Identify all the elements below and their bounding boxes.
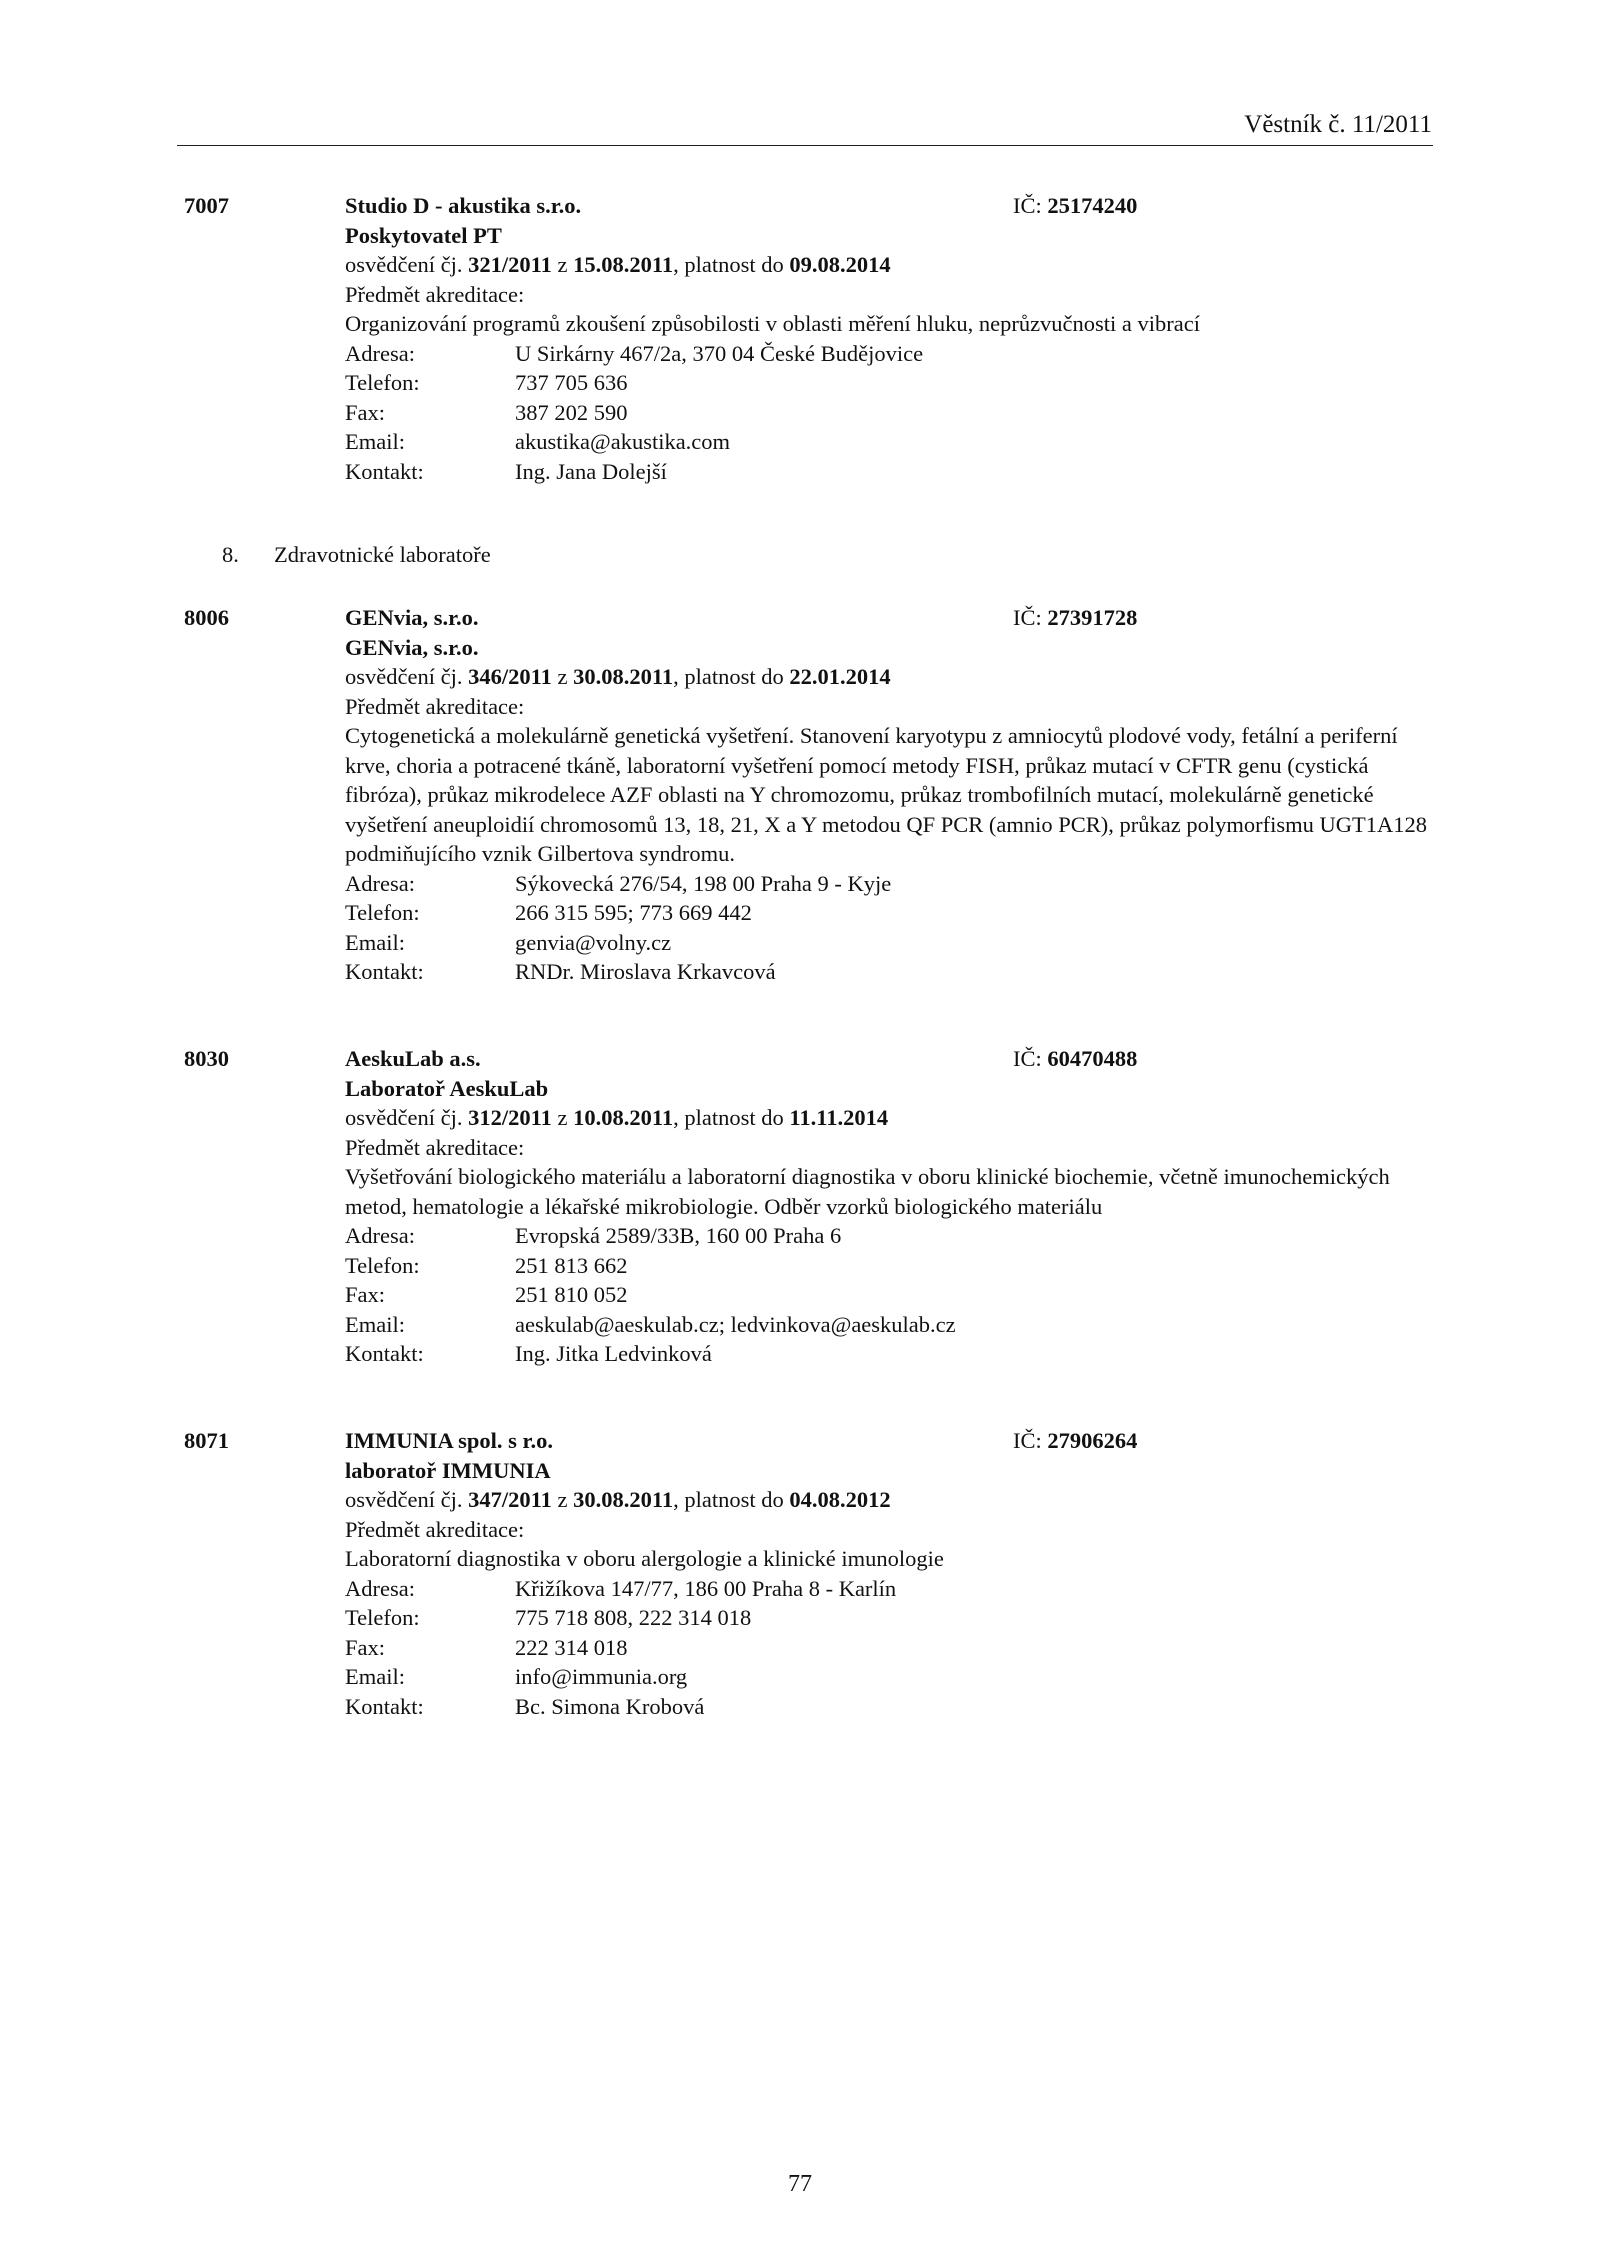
entry-certificate: osvědčení čj. 347/2011 z 30.08.2011, platnost do 04.08.2012 (345, 1487, 891, 1512)
accreditation-description: Laboratorní diagnostika v oboru alergologie a klinické imunologie (345, 1546, 944, 1571)
entry-number: 8071 (184, 1428, 229, 1453)
email-row: Email: akustika@akustika.com (345, 429, 731, 454)
entry-certificate: osvědčení čj. 346/2011 z 30.08.2011, platnost do 22.01.2014 (345, 664, 891, 689)
entry-body (345, 1044, 1435, 1369)
entry-certificate: osvědčení čj. 312/2011 z 10.08.2011, platnost do 11.11.2014 (345, 1105, 889, 1130)
section-number: 8. (222, 542, 239, 567)
entry-number: 8030 (184, 1046, 229, 1071)
entry-ic: IČ: 27391728 (1013, 605, 1138, 630)
accreditation-description: Cytogenetická a molekulárně genetická vyšetření. Stanovení karyotypu z amniocytů plodové vody, fetální a periferní krve, choria a potracené tkáně, laboratorní vyšetření pomocí metody FISH, průkaz mutací v CFTR genu (cystická fibróza), průkaz mikrodelece AZF oblasti na Y chromozomu, průkaz trombofilních mutací, molekulárně genetické vyšetření aneuploidií chromosomů 13, 18, 21, X a Y metodou QF PCR (amnio PCR), průkaz polymorfismu UGT1A128 podmiňujícího vznik Gilbertova syndromu. (345, 723, 1427, 866)
fax-row: Fax: 251 810 052 (345, 1282, 628, 1307)
accreditation-label: Předmět akreditace: (345, 1516, 525, 1542)
entry-name: IMMUNIA spol. s r.o. (345, 1428, 553, 1453)
email-row: Email: aeskulab@aeskulab.cz; ledvinkova@aeskulab.cz (345, 1311, 956, 1337)
accreditation-description: Organizování programů zkoušení způsobilosti v oblasti měření hluku, neprůzvučnosti a vibrací (345, 311, 1201, 336)
entry-subname: Laboratoř AeskuLab (345, 1075, 549, 1101)
address-row: Adresa: U Sirkárny 467/2a, 370 04 České Budějovice (345, 340, 924, 366)
entry-number: 8006 (184, 605, 229, 630)
contact-row: Kontakt: RNDr. Miroslava Krkavcová (345, 959, 776, 984)
entry-name: AeskuLab a.s. (345, 1046, 481, 1071)
contact-row: Kontakt: Bc. Simona Krobová (345, 1693, 705, 1719)
page-header-title: Věstník č. 11/2011 (1244, 111, 1432, 138)
entry-subname: Poskytovatel PT (345, 222, 502, 248)
address-row: Adresa: Křižíkova 147/77, 186 00 Praha 8 - Karlín (345, 1575, 897, 1601)
entry-name: GENvia, s.r.o. (345, 605, 479, 630)
section-title: Zdravotnické laboratoře (274, 542, 491, 567)
ic-value: 25174240 (1047, 193, 1138, 218)
fax-row: Fax: 387 202 590 (345, 399, 628, 425)
email-row: Email: genvia@volny.cz (345, 929, 672, 955)
entry-body (345, 191, 1435, 486)
entry-ic: IČ: 60470488 (1013, 1046, 1138, 1071)
ic-value: 27906264 (1047, 1428, 1138, 1453)
phone-row: Telefon: 737 705 636 (345, 370, 628, 395)
contact-row: Kontakt: Ing. Jitka Ledvinková (345, 1341, 712, 1366)
accreditation-description: Vyšetřování biologického materiálu a laboratorní diagnostika v oboru klinické biochemie, včetně imunochemických metod, hematologie a lékařské mikrobiologie. Odběr vzorků biologického materiálu (345, 1164, 1390, 1219)
address-row: Adresa: Sýkovecká 276/54, 198 00 Praha 9 - Kyje (345, 870, 892, 896)
entry-subname: GENvia, s.r.o. (345, 634, 479, 660)
header-divider (177, 145, 1433, 146)
entry-name: Studio D - akustika s.r.o. (345, 193, 582, 218)
entry-certificate: osvědčení čj. 321/2011 z 15.08.2011, platnost do 09.08.2014 (345, 252, 891, 277)
phone-row: Telefon: 775 718 808, 222 314 018 (345, 1605, 752, 1630)
entry-subname: laboratoř IMMUNIA (345, 1457, 551, 1483)
page-number: 77 (788, 2171, 812, 2197)
ic-value: 27391728 (1047, 605, 1138, 630)
contact-row: Kontakt: Ing. Jana Dolejší (345, 458, 667, 484)
entry-ic: IČ: 25174240 (1013, 193, 1138, 218)
phone-row: Telefon: 266 315 595; 773 669 442 (345, 900, 752, 925)
accreditation-label: Předmět akreditace: (345, 693, 525, 719)
ic-value: 60470488 (1047, 1046, 1138, 1071)
fax-row: Fax: 222 314 018 (345, 1634, 628, 1660)
phone-row: Telefon: 251 813 662 (345, 1252, 628, 1278)
accreditation-label: Předmět akreditace: (345, 1134, 525, 1160)
section-heading (222, 540, 491, 570)
entry-body (345, 1426, 1435, 1721)
address-row: Adresa: Evropská 2589/33B, 160 00 Praha 6 (345, 1223, 842, 1248)
entry-body (345, 603, 1435, 987)
entry-ic: IČ: 27906264 (1013, 1428, 1138, 1453)
email-row: Email: info@immunia.org (345, 1664, 688, 1689)
accreditation-label: Předmět akreditace: (345, 281, 525, 307)
entry-number: 7007 (184, 193, 229, 218)
